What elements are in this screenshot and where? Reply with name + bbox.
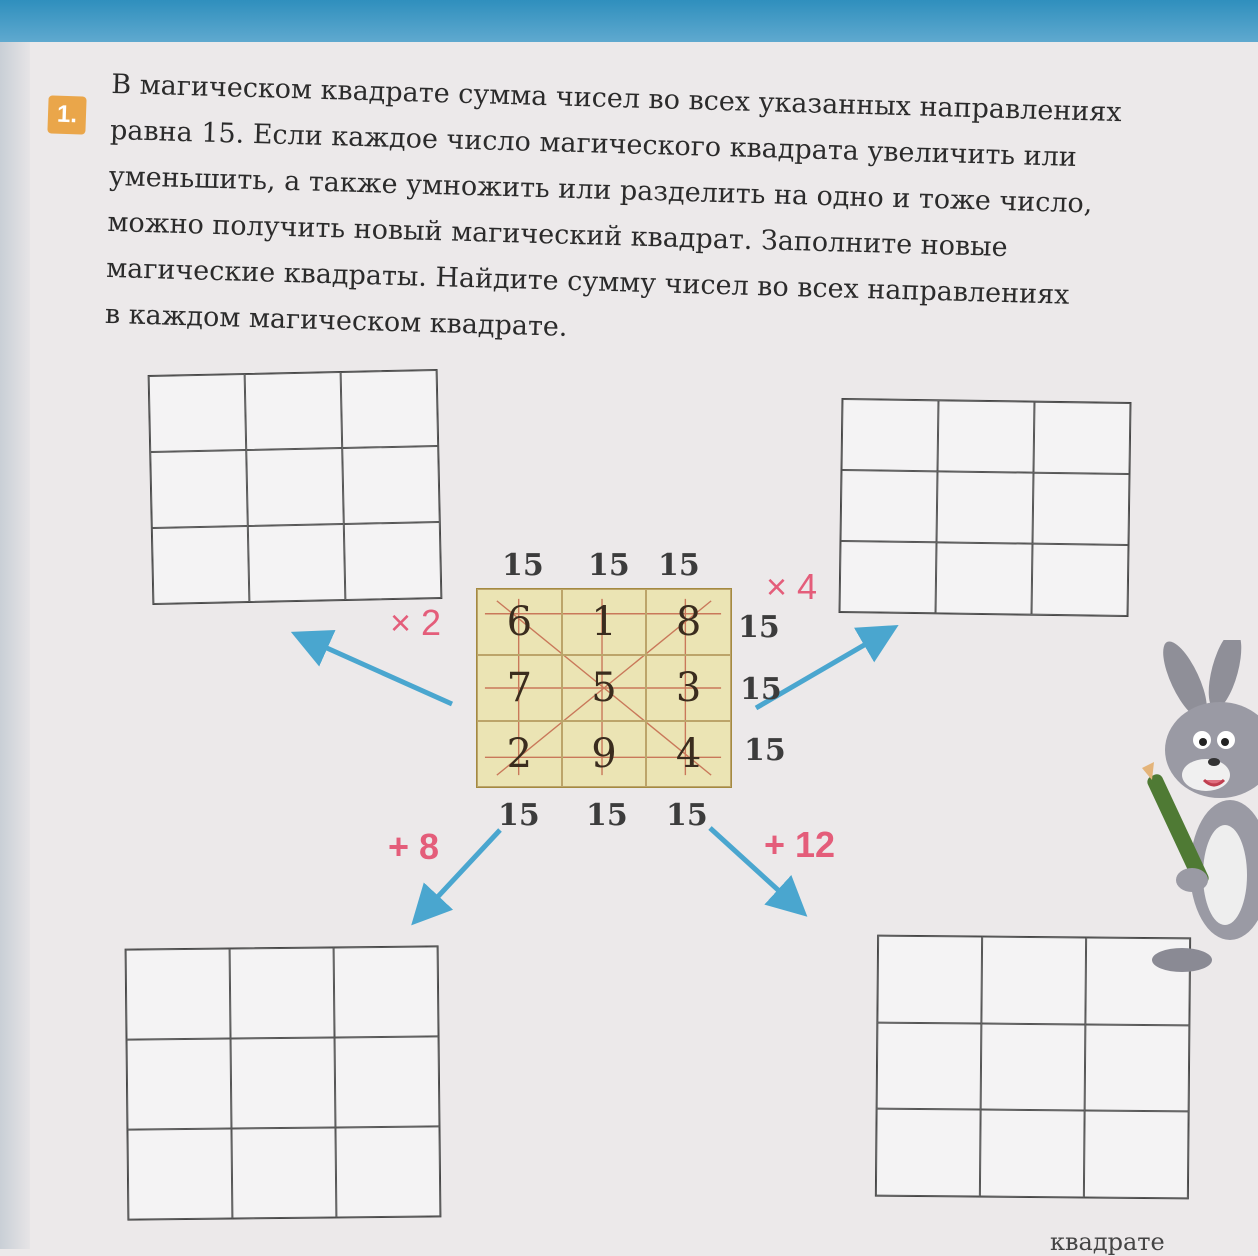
magic-cell: 6 (477, 589, 562, 655)
answer-grid-multiply-2[interactable] (148, 369, 443, 605)
grid-cell[interactable] (1084, 1111, 1189, 1199)
magic-cell: 8 (646, 589, 731, 655)
magic-cell: 3 (646, 655, 731, 721)
task-text-line: уменьшить, а также умножить или разделить на одно и тоже число, (108, 160, 1093, 220)
grid-cell[interactable] (981, 937, 1086, 1025)
grid-cell[interactable] (841, 470, 938, 542)
footer-cutoff-text: квадрате (1050, 1228, 1165, 1256)
magic-cell: 4 (646, 721, 731, 787)
answer-grid-plus-8[interactable] (125, 945, 442, 1220)
rabbit-illustration (1130, 640, 1258, 980)
grid-cell[interactable] (231, 1037, 336, 1128)
grid-cell[interactable] (152, 526, 250, 604)
grid-cell[interactable] (248, 524, 346, 602)
grid-cell[interactable] (231, 1127, 336, 1218)
grid-cell[interactable] (335, 1126, 440, 1217)
grid-cell[interactable] (877, 1022, 982, 1110)
column-sum: 15 (588, 548, 630, 583)
arrow-icon (300, 636, 452, 704)
grid-cell[interactable] (981, 1023, 1086, 1111)
diagonal-sum: 15 (666, 798, 708, 833)
magic-cell: 9 (562, 721, 647, 787)
row-sum: 15 (744, 733, 786, 768)
grid-cell[interactable] (335, 1036, 440, 1127)
magic-square (476, 588, 732, 788)
grid-cell[interactable] (126, 949, 231, 1040)
grid-cell[interactable] (245, 372, 343, 450)
column-sum: 15 (502, 548, 544, 583)
grid-cell[interactable] (127, 1129, 232, 1220)
grid-cell[interactable] (1032, 544, 1129, 616)
grid-cell[interactable] (230, 947, 335, 1038)
task-text-line: в каждом магическом квадрате. (104, 298, 568, 343)
grid-cell[interactable] (937, 471, 1034, 543)
grid-cell[interactable] (342, 446, 440, 524)
grid-cell[interactable] (840, 541, 937, 613)
magic-cell: 2 (477, 721, 562, 787)
grid-cell[interactable] (334, 946, 439, 1037)
diagonal-sum: 15 (498, 798, 540, 833)
task-text-line: равна 15. Если каждое число магического квадрата увеличить или (109, 114, 1078, 173)
magic-cell: 1 (562, 589, 647, 655)
page-fold-shadow (0, 42, 30, 1249)
grid-cell[interactable] (127, 1039, 232, 1130)
column-sum: 15 (586, 798, 628, 833)
grid-cell[interactable] (1085, 1024, 1190, 1112)
task-text-line: магические квадраты. Найдите сумму чисел во всех направлениях (105, 252, 1070, 311)
row-sum: 15 (740, 672, 782, 707)
operation-multiply-4: × 4 (766, 566, 818, 607)
grid-cell[interactable] (876, 1109, 981, 1197)
operation-multiply-2: × 2 (390, 602, 442, 643)
grid-cell[interactable] (150, 450, 248, 528)
row-sum: 15 (738, 610, 780, 645)
grid-cell[interactable] (938, 400, 1035, 472)
operation-plus-8: + 8 (388, 826, 440, 867)
column-sum: 15 (658, 548, 700, 583)
task-text (104, 62, 1151, 367)
operation-plus-12: + 12 (764, 824, 836, 865)
grid-cell[interactable] (341, 370, 439, 448)
grid-cell[interactable] (344, 522, 442, 600)
grid-cell[interactable] (936, 542, 1033, 614)
grid-cell[interactable] (1032, 473, 1129, 545)
grid-cell[interactable] (246, 448, 344, 526)
grid-cell[interactable] (842, 399, 939, 471)
grid-cell[interactable] (877, 936, 982, 1024)
task-number-badge: 1. (47, 95, 86, 134)
grid-cell[interactable] (980, 1110, 1085, 1198)
task-text-line: В магическом квадрате сумма чисел во всех указанных направлениях (110, 68, 1122, 129)
task-text-line: можно получить новый магический квадрат. Заполните новые (107, 206, 1009, 264)
grid-cell[interactable] (1033, 402, 1130, 474)
grid-cell[interactable] (149, 374, 247, 452)
top-color-band (0, 0, 1258, 42)
magic-cell: 5 (562, 655, 647, 721)
magic-cell: 7 (477, 655, 562, 721)
answer-grid-multiply-4[interactable] (839, 398, 1132, 617)
